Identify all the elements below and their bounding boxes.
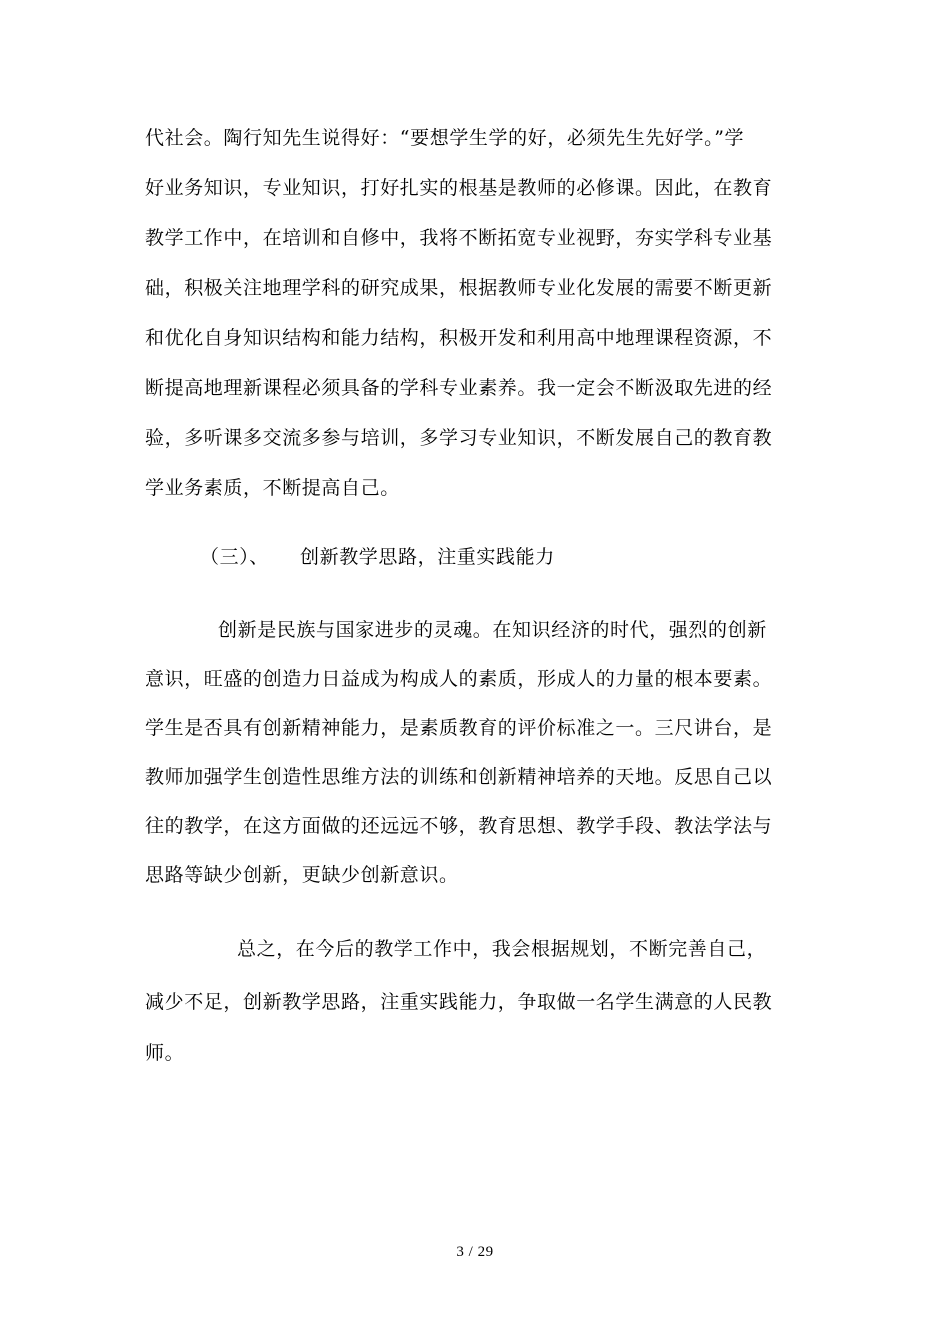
text-line: 总之，在今后的教学工作中，我会根据规划，不断完善自己， <box>237 938 767 960</box>
text-line: 减少不足，创新教学思路，注重实践能力，争取做一名学生满意的人民教 <box>145 991 773 1013</box>
page-number: 3 / 29 <box>456 1244 494 1260</box>
text-line: 思路等缺少创新，更缺少创新意识。 <box>145 864 459 886</box>
text-line: 教学工作中，在培训和自修中，我将不断拓宽专业视野，夯实学科专业基 <box>145 227 773 249</box>
text-line: 好业务知识，专业知识，打好扎实的根基是教师的必修课。因此，在教育 <box>145 177 773 199</box>
text-line: 师。 <box>145 1042 185 1064</box>
text-line: 础，积极关注地理学科的研究成果，根据教师专业化发展的需要不断更新 <box>145 277 773 299</box>
text-line: 学业务素质，不断提高自己。 <box>145 477 400 499</box>
text-line: 教师加强学生创造性思维方法的训练和创新精神培养的天地。反思自己以 <box>145 766 773 788</box>
text-line: 创新是民族与国家进步的灵魂。在知识经济的时代，强烈的创新 <box>218 619 767 641</box>
text-line: 代社会。陶行知先生说得好：“要想学生学的好，必须先生先好学。”学 <box>145 127 745 149</box>
text-line: 验，多听课多交流多参与培训，多学习专业知识，不断发展自己的教育教 <box>145 427 773 449</box>
text-line: 断提高地理新课程必须具备的学科专业素养。我一定会不断汲取先进的经 <box>145 377 773 399</box>
text-line: 往的教学，在这方面做的还远远不够，教育思想、教学手段、教法学法与 <box>145 815 773 837</box>
text-line: 学生是否具有创新精神能力，是素质教育的评价标准之一。三尺讲台，是 <box>145 717 773 739</box>
text-line: 和优化自身知识结构和能力结构，积极开发和利用高中地理课程资源，不 <box>145 327 773 349</box>
section-heading-number: （三）、 <box>200 546 269 568</box>
section-heading-title: 创新教学思路，注重实践能力 <box>300 546 555 568</box>
text-line: 意识，旺盛的创造力日益成为构成人的素质，形成人的力量的根本要素。 <box>145 668 773 690</box>
